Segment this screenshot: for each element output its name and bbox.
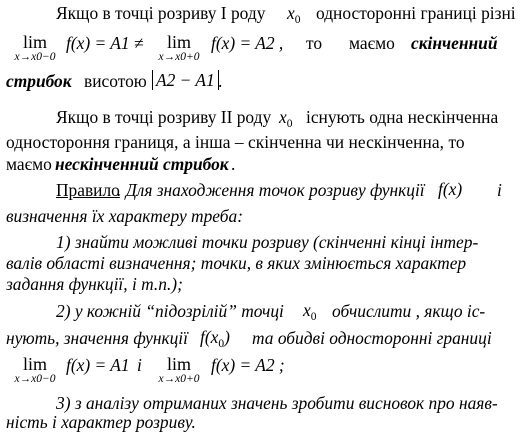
p2-line1-tail: існують одна нескінченна bbox=[306, 107, 499, 127]
step2-limit-right-expr: f(x) = A2 ; bbox=[211, 355, 285, 375]
word-maemo: маємо bbox=[349, 33, 395, 53]
rule-label: Правило bbox=[56, 180, 120, 200]
rule-i: і bbox=[497, 180, 502, 200]
lim-subscript: x→x0−0 bbox=[14, 51, 56, 63]
limit-left-expr: f(x) = A1 ≠ bbox=[66, 33, 144, 53]
term-skinchennyi: скінченний bbox=[411, 33, 498, 53]
lim-word: lim bbox=[22, 32, 47, 52]
rule-line2: визначення їх характеру треба: bbox=[6, 206, 243, 226]
lim-word: lim bbox=[22, 354, 47, 374]
step2-line2-tail: та обидві односторонні границі bbox=[252, 328, 492, 348]
word-vysotoyu: висотою bbox=[84, 71, 147, 91]
step1-line3: задання функції, і т.п.); bbox=[6, 274, 183, 294]
p1-line1-tail: односторонні границі різні bbox=[316, 3, 516, 23]
term-strybok: стрибок bbox=[6, 71, 72, 91]
step2-x0: $x_0$ bbox=[303, 300, 317, 323]
lim-subscript: x→x0+0 bbox=[158, 51, 200, 63]
step3-line2: ність і характер розриву. bbox=[6, 412, 196, 432]
p2-x0: $x_0$ bbox=[279, 107, 293, 130]
rule-fx: f(x) bbox=[438, 179, 463, 199]
lim-word: lim bbox=[166, 354, 191, 374]
step2-line1-tail: обчислити , якщо іс- bbox=[332, 301, 486, 321]
step2-limit-left bbox=[6, 355, 64, 385]
p2-line1-text: Якщо в точці розриву II роду bbox=[56, 107, 272, 127]
p2-line2: одностороння границя, а інша – скінченна чи нескінченна, то bbox=[6, 132, 465, 152]
step2-line2: нують, значення функції bbox=[6, 328, 188, 348]
lim-word: lim bbox=[166, 32, 191, 52]
lim-subscript: x→x0−0 bbox=[14, 373, 56, 385]
p2-dot: . bbox=[231, 154, 236, 174]
step2-limit-right bbox=[150, 355, 208, 385]
step2-limit-left-expr: f(x) = A1 bbox=[66, 355, 130, 375]
p1-x0: $x_0$ bbox=[287, 3, 301, 26]
limit-right bbox=[150, 33, 208, 63]
p1-dot: . bbox=[218, 71, 223, 91]
step3-line1: 3) з аналізу отриманих значень зробити висновок про наяв- bbox=[56, 393, 498, 413]
p2-line3-start: маємо bbox=[6, 154, 52, 174]
p1-line1-text: Якщо в точці розриву I роду bbox=[56, 3, 266, 23]
step2-line1: 2) у кожній “підозрілій” точці bbox=[56, 301, 284, 321]
limit-right-expr: f(x) = A2 , bbox=[211, 33, 284, 53]
limit-left bbox=[6, 33, 64, 63]
lim-subscript: x→x0+0 bbox=[158, 373, 200, 385]
step1-line2: валів області визначення; точки, в яких змінюється характер bbox=[6, 253, 467, 273]
word-to: то bbox=[306, 33, 323, 53]
rule-intro: . Для знаходження точок розриву функції bbox=[117, 180, 425, 200]
jump-height-abs: A2 − A1 bbox=[152, 70, 219, 91]
step2-fx0: $f(x_0)$ bbox=[200, 327, 230, 350]
step2-i: і bbox=[137, 355, 142, 375]
term-neskinchennyi-strybok: нескінченний стрибок bbox=[55, 154, 229, 174]
step1-line1: 1) знайти можливі точки розриву (скінченні кінці інтер- bbox=[56, 232, 479, 252]
